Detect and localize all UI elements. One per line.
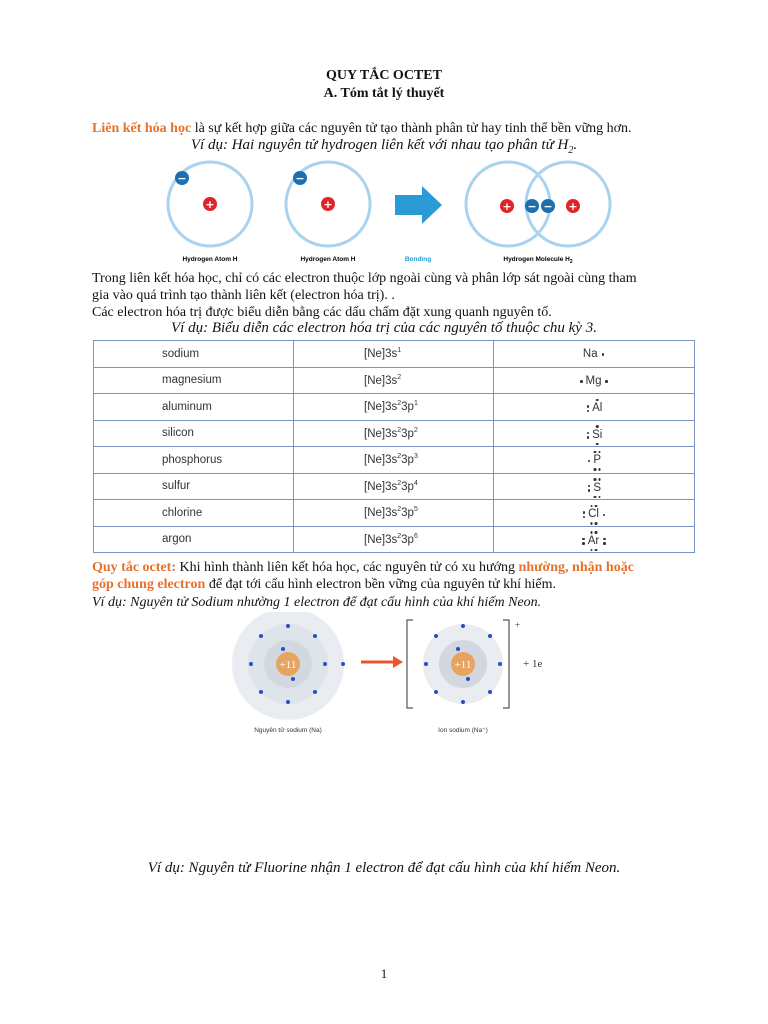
lewis-symbol xyxy=(494,341,695,368)
term-chemical-bond: Liên kết hóa học xyxy=(92,121,192,136)
octet-emphasis-2: góp chung electron xyxy=(92,577,206,592)
config-core: [Ne]3s xyxy=(364,427,398,440)
lewis-symbol xyxy=(494,420,695,447)
valence-electron-table xyxy=(93,340,695,553)
config-core: [Ne]3s xyxy=(364,374,398,387)
table-row xyxy=(94,420,695,447)
electron-sign-3: − xyxy=(527,200,537,213)
ion-bracket-right xyxy=(503,620,509,708)
lewis-symbol xyxy=(494,500,695,527)
valence-dot xyxy=(598,468,601,471)
element-symbol: S xyxy=(593,481,602,494)
intro-definition: là sự kết hợp giữa các nguyên tử tạo thành phân tử hay tinh thể bền vững hơn. xyxy=(191,121,632,136)
valence-dot xyxy=(594,451,597,454)
valence-dot xyxy=(587,436,590,439)
electron-sign-2: − xyxy=(295,172,305,185)
element-symbol: Cl xyxy=(588,508,599,521)
valence-dot xyxy=(587,410,590,413)
electron-config xyxy=(294,447,494,474)
valence-dot xyxy=(602,353,605,356)
valence-dot xyxy=(582,538,585,541)
valence-dot xyxy=(598,478,601,481)
config-subshell: 3p xyxy=(401,427,414,440)
hydrogen-bonding-figure xyxy=(160,160,620,268)
electron-config xyxy=(294,526,494,553)
lewis-symbol xyxy=(494,367,695,394)
intro-example xyxy=(0,137,768,156)
section-subtitle: A. Tóm tắt lý thuyết xyxy=(323,86,445,101)
electron-sign-1: − xyxy=(177,172,187,185)
config-subshell: 3p xyxy=(401,533,414,546)
ion-nucleus-label: +11 xyxy=(454,659,472,671)
lewis-symbol xyxy=(494,447,695,474)
element-symbol: Ar xyxy=(587,534,600,547)
na-arrow-head-icon xyxy=(393,656,403,668)
config-subshell: 3p xyxy=(401,454,414,467)
proton-sign-3: + xyxy=(502,200,512,213)
element-symbol: Si xyxy=(592,428,603,441)
ion-bracket-left xyxy=(407,620,413,708)
electron-config xyxy=(294,394,494,421)
element-name: sodium xyxy=(94,341,294,368)
valence-dot xyxy=(580,380,583,383)
valence-dot xyxy=(595,531,598,534)
page-title: QUY TẮC OCTET xyxy=(326,68,442,83)
valence-dot xyxy=(583,516,586,519)
electron-config xyxy=(294,420,494,447)
valence-dot xyxy=(594,468,597,471)
valence-dot xyxy=(590,505,593,508)
valence-line-3: Các electron hóa trị được biểu diễn bằng các dấu chấm đặt xung quanh nguyên tố. xyxy=(92,305,552,320)
table-row xyxy=(94,473,695,500)
valence-dot xyxy=(603,538,606,541)
valence-dot xyxy=(587,405,590,408)
element-symbol: Mg xyxy=(585,374,602,387)
intro-example-end: . xyxy=(573,137,578,153)
intro-example-subscript: 2 xyxy=(568,145,574,156)
valence-paragraph xyxy=(92,270,702,321)
intro-example-text: Ví dụ: Hai nguyên tử hydrogen liên kết với nhau tạo phân tử H xyxy=(190,137,569,153)
octet-paragraph xyxy=(92,559,702,593)
element-name: magnesium xyxy=(94,367,294,394)
term-octet-rule: Quy tắc octet xyxy=(92,560,172,575)
octet-colon: : xyxy=(171,560,176,575)
valence-dot xyxy=(605,380,608,383)
config-exponent-2: 3 xyxy=(413,453,418,461)
na-nucleus-label: +11 xyxy=(279,659,297,671)
element-name: chlorine xyxy=(94,500,294,527)
valence-dot xyxy=(595,522,598,525)
valence-dot xyxy=(594,496,597,499)
proton-sign-4: + xyxy=(568,200,578,213)
element-name: aluminum xyxy=(94,394,294,421)
label-hydrogen-atom-1: Hydrogen Atom H xyxy=(182,256,238,263)
config-exponent-1: 2 xyxy=(397,479,402,487)
config-core: [Ne]3s xyxy=(364,533,398,546)
valence-dot xyxy=(598,496,601,499)
octet-emphasis-1: nhường, nhận hoặc xyxy=(518,560,634,575)
valence-dot xyxy=(590,531,593,534)
element-name: sulfur xyxy=(94,473,294,500)
proton-sign-2: + xyxy=(323,198,333,211)
config-exponent-2: 1 xyxy=(413,400,418,408)
config-core: [Ne]3s xyxy=(364,401,398,414)
valence-dot xyxy=(595,505,598,508)
config-exponent-1: 2 xyxy=(397,426,402,434)
page-number: 1 xyxy=(380,966,388,981)
electron-sign-4: − xyxy=(543,200,553,213)
element-name: silicon xyxy=(94,420,294,447)
valence-dot xyxy=(583,511,586,514)
valence-dot xyxy=(596,399,599,402)
valence-dot xyxy=(588,460,591,463)
valence-dot xyxy=(588,485,591,488)
element-symbol: P xyxy=(593,454,602,466)
table-row xyxy=(94,500,695,527)
table-row xyxy=(94,526,695,553)
config-exponent-1: 2 xyxy=(397,400,402,408)
element-symbol: Na xyxy=(582,347,598,360)
config-exponent-2: 2 xyxy=(413,426,418,434)
valence-dot xyxy=(590,522,593,525)
label-sodium-atom: Nguyên tử sodium (Na) xyxy=(254,727,322,734)
fluorine-example: Ví dụ: Nguyên tử Fluorine nhận 1 electron để đạt cấu hình của khí hiếm Neon. xyxy=(147,860,621,876)
electron-config xyxy=(294,473,494,500)
sodium-ion-figure xyxy=(225,612,570,740)
electron-config xyxy=(294,500,494,527)
valence-dot xyxy=(598,451,601,454)
octet-text-2: để đạt tới cấu hình electron bền vững của nguyên tử khí hiếm. xyxy=(205,577,557,592)
config-core: [Ne]3s xyxy=(364,348,398,361)
label-hydrogen-atom-2: Hydrogen Atom H xyxy=(300,256,356,263)
octet-text-1: Khi hình thành liên kết hóa học, các nguyên tử có xu hướng xyxy=(175,560,519,575)
valence-dot xyxy=(596,443,599,446)
config-exponent-2: 6 xyxy=(413,532,418,540)
label-hydrogen-molecule: Hydrogen Molecule $H_2$ xyxy=(503,256,573,265)
config-exponent-1: 2 xyxy=(397,532,402,540)
valence-dot xyxy=(603,514,606,517)
bonding-arrow-icon xyxy=(395,186,442,224)
config-subshell: 3p xyxy=(401,480,414,493)
config-core: [Ne]3s xyxy=(364,480,398,493)
lewis-symbol xyxy=(494,473,695,500)
ion-charge: + xyxy=(515,620,521,630)
element-symbol: Al xyxy=(592,402,603,415)
valence-dot xyxy=(595,549,598,552)
table-row xyxy=(94,367,695,394)
valence-dot xyxy=(603,542,606,545)
lewis-symbol xyxy=(494,394,695,421)
released-electron-label: + 1e xyxy=(523,658,543,670)
config-exponent-1: 2 xyxy=(397,453,402,461)
table-row xyxy=(94,447,695,474)
config-exponent-2: 4 xyxy=(413,479,418,487)
electron-config xyxy=(294,367,494,394)
config-exponent-1: 1 xyxy=(397,347,402,355)
valence-line-2: gia vào quá trình tạo thành liên kết (electron hóa trị). . xyxy=(92,288,395,303)
octet-example: Ví dụ: Nguyên tử Sodium nhường 1 electron để đạt cấu hình của khí hiếm Neon. xyxy=(92,595,542,610)
proton-sign-1: + xyxy=(205,198,215,211)
label-bonding: Bonding xyxy=(404,256,432,263)
label-sodium-ion: Ion sodium (Na⁺) xyxy=(438,727,488,734)
lewis-symbol xyxy=(494,526,695,553)
config-exponent-2: 5 xyxy=(413,506,418,514)
config-exponent-1: 2 xyxy=(397,373,402,381)
valence-dot xyxy=(588,489,591,492)
table-row xyxy=(94,394,695,421)
valence-dot xyxy=(594,478,597,481)
valence-line-1: Trong liên kết hóa học, chỉ có các electron thuộc lớp ngoài cùng và phân lớp sát ngoài cùng tham xyxy=(92,271,637,286)
electron-config xyxy=(294,341,494,368)
valence-example: Ví dụ: Biểu diễn các electron hóa trị của các nguyên tố thuộc chu kỳ 3. xyxy=(171,320,597,336)
config-core: [Ne]3s xyxy=(364,507,398,520)
valence-dot xyxy=(587,432,590,435)
element-name: phosphorus xyxy=(94,447,294,474)
valence-dot xyxy=(596,425,599,428)
config-subshell: 3p xyxy=(401,401,414,414)
table-row xyxy=(94,341,695,368)
intro-paragraph xyxy=(92,120,702,137)
element-name: argon xyxy=(94,526,294,553)
config-exponent-1: 2 xyxy=(397,506,402,514)
valence-dot xyxy=(590,549,593,552)
config-subshell: 3p xyxy=(401,507,414,520)
valence-dot xyxy=(582,542,585,545)
config-core: [Ne]3s xyxy=(364,454,398,467)
